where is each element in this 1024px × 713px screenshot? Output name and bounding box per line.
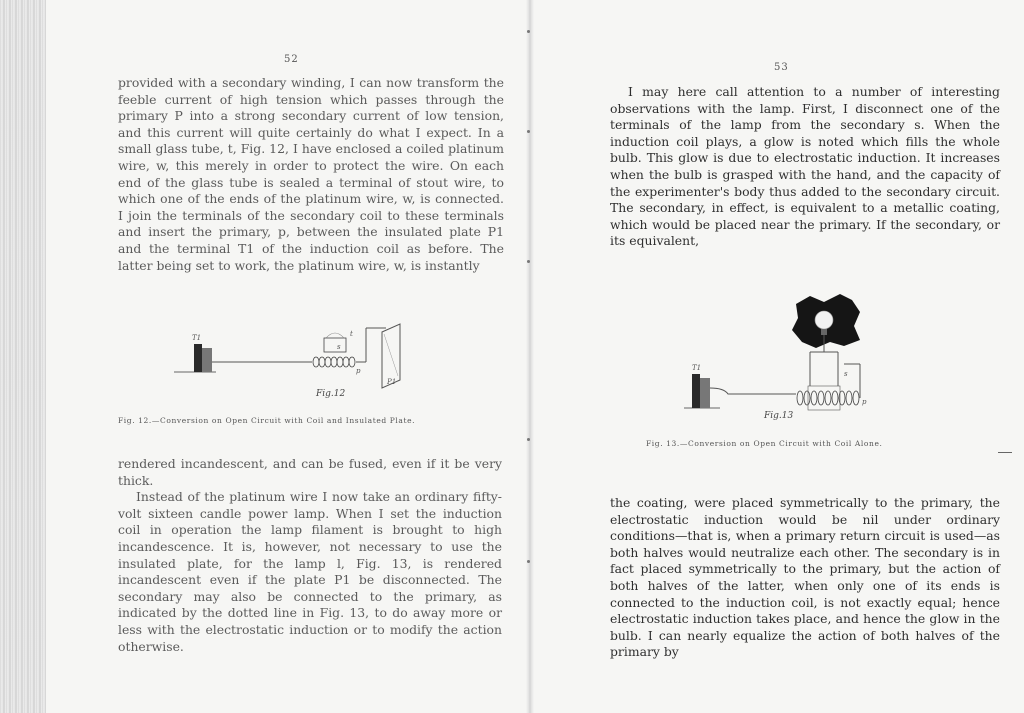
- book-binding-edge: [0, 0, 46, 713]
- page-number-left: 52: [284, 54, 299, 65]
- left-bottom-text: [118, 456, 502, 655]
- left-page: [46, 0, 526, 713]
- coil-primary: [313, 357, 355, 367]
- label-T1: T1: [692, 364, 702, 372]
- label-p: p: [862, 398, 867, 406]
- page-gutter: [526, 0, 534, 713]
- terminal-post: [692, 374, 700, 408]
- paragraph: provided with a secondary winding, I can now transform the feeble current of high tension which passes through the primary P into a strong secondary current of low tension, and this current will quite certainly do what I expect. In a small glass tube, t, Fig. 12, I have enclosed a coiled platinum wire, w, this merely in order to protect the wire. On each end of the glass tube is sealed a terminal of stout wire, to which one of the ends of the platinum wire, w, is connected. I join the terminals of the secondary coil to these terminals and insert the primary, p, between the insulated plate P1 and the terminal T1 of the induction coil as before. The latter being set to work, the platinum wire, w, is instantly: [118, 75, 504, 273]
- label-p: p: [356, 367, 361, 375]
- figure-13-caption: Fig. 13.—Conversion on Open Circuit with Coil Alone.: [646, 439, 883, 448]
- terminal-block: [202, 348, 212, 372]
- label-s: s: [337, 343, 341, 351]
- gutter-mark: [527, 438, 530, 441]
- wire: [710, 388, 796, 394]
- figure-13: [684, 290, 889, 420]
- label-P1: P1: [387, 378, 397, 386]
- paragraph: the coating, were placed symmetrically to the primary, the electrostatic induction would be nil under ordinary conditions—that is, when a primary return circuit is used—as both halves would neutralize each other. The secondary is in fact placed symmetrically to the primary, but the action of both halves of the latter, when only one of its ends is connected to the induction coil, is not exactly equal; hence electrostatic induction takes place, and hence the glow in the bulb. I can nearly equalize the action of both halves of the primary by: [610, 495, 1000, 660]
- lamp-bulb: [815, 311, 833, 329]
- label-t: t: [350, 330, 353, 338]
- figure-12: [174, 318, 404, 398]
- glass-tube: [324, 338, 346, 352]
- gutter-mark: [527, 30, 530, 33]
- gutter-mark: [527, 130, 530, 133]
- terminal-post: [194, 344, 202, 372]
- paragraph: I may here call attention to a number of interesting observations with the lamp. First, I disconnect one of the terminals of the lamp from the secondary s. When the induction coil plays, a glow is noted which fills the whole bulb. This glow is due to electrostatic induction. It increases when the bulb is grasped with the hand, and the capacity of the experimenter's body thus added to the secondary circuit. The secondary, in effect, is equivalent to a metallic coating, which would be placed near the primary. If the secondary, or its equivalent,: [610, 84, 1000, 249]
- fig12-label: Fig.12: [316, 389, 346, 398]
- terminal-block: [700, 378, 710, 408]
- label-T1: T1: [192, 334, 202, 342]
- figure-12-caption: Fig. 12.—Conversion on Open Circuit with Coil and Insulated Plate.: [118, 416, 416, 425]
- gutter-mark: [527, 560, 530, 563]
- fig13-label: Fig.13: [764, 411, 794, 420]
- left-top-text: [118, 75, 504, 274]
- paragraph: Instead of the platinum wire I now take an ordinary fifty-volt sixteen candle power lamp. When I set the induction coil in operation the lamp filament is brought to high incandescence. It is, however, not necessary to use the insulated plate, for the lamp l, Fig. 13, is rendered incandescent even if the plate P1 be disconnected. The secondary may also be connected to the primary, as indicated by the dotted line in Fig. 13, to do away more or less with the electrostatic induction or to modify the action otherwise.: [118, 489, 502, 654]
- fig12-diagram: [174, 318, 404, 398]
- paragraph: rendered incandescent, and can be fused, even if it be very thick.: [118, 456, 502, 488]
- right-top-text: [610, 84, 1000, 250]
- page-number-right: 53: [774, 62, 789, 73]
- coil-primary: [797, 391, 859, 405]
- margin-dash: [998, 452, 1012, 453]
- gutter-mark: [527, 260, 530, 263]
- label-s: s: [844, 370, 848, 378]
- right-bottom-text: [610, 495, 1000, 661]
- right-page: [534, 0, 1024, 713]
- fig13-diagram: [684, 290, 889, 420]
